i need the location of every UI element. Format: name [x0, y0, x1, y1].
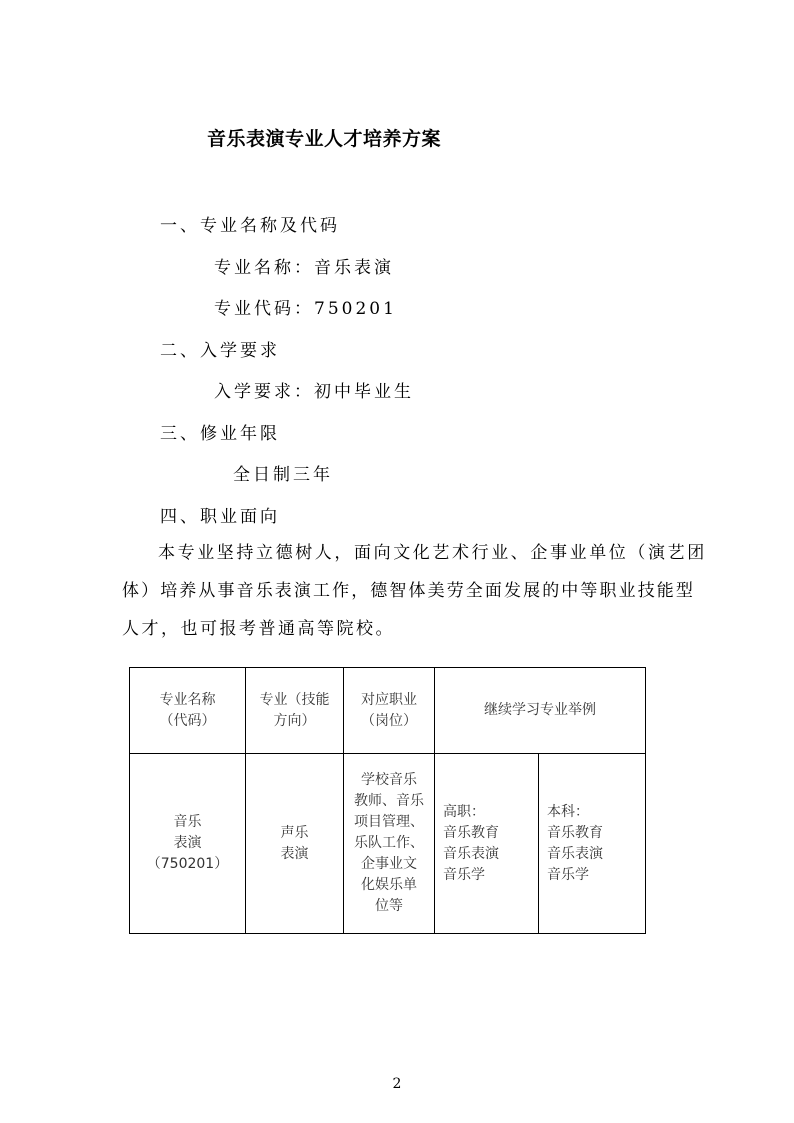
paragraph-line: 人才，也可报考普通高等院校。	[122, 619, 395, 639]
section-4-heading: 四、职业面向	[160, 507, 280, 527]
study-duration-line: 全日制三年	[233, 465, 333, 485]
cell-vocational: 高职： 音乐教育 音乐表演 音乐学	[435, 754, 539, 934]
paragraph-line: 本专业坚持立德树人，面向文化艺术行业、企事业单位（演艺团	[158, 543, 707, 563]
cell-direction: 声乐 表演	[246, 754, 344, 934]
document-title: 音乐表演专业人才培养方案	[207, 128, 442, 150]
header-direction: 专业（技能 方向）	[246, 668, 344, 754]
paragraph-line: 体）培养从事音乐表演工作，德智体美劳全面发展的中等职业技能型	[122, 581, 695, 601]
major-name-line: 专业名称：音乐表演	[214, 258, 394, 278]
admission-requirement-line: 入学要求：初中毕业生	[214, 382, 414, 402]
header-further-study: 继续学习专业举例	[435, 668, 646, 754]
header-major: 专业名称 （代码）	[130, 668, 246, 754]
table-header-row	[130, 668, 646, 754]
cell-jobs: 学校音乐 教师、音乐 项目管理、 乐队工作、 企事业文 化娱乐单 位等	[344, 754, 435, 934]
major-info-table	[129, 667, 646, 934]
section-3-heading: 三、修业年限	[160, 424, 280, 444]
section-1-heading: 一、专业名称及代码	[160, 216, 340, 236]
section-2-heading: 二、入学要求	[160, 341, 280, 361]
page-number: 2	[392, 1076, 402, 1092]
header-jobs: 对应职业 （岗位）	[344, 668, 435, 754]
cell-undergrad: 本科： 音乐教育 音乐表演 音乐学	[539, 754, 646, 934]
major-code-line: 专业代码：750201	[214, 299, 397, 319]
career-orientation-paragraph	[122, 534, 707, 648]
cell-major: 音乐 表演 （750201）	[130, 754, 246, 934]
table-row	[130, 754, 646, 934]
